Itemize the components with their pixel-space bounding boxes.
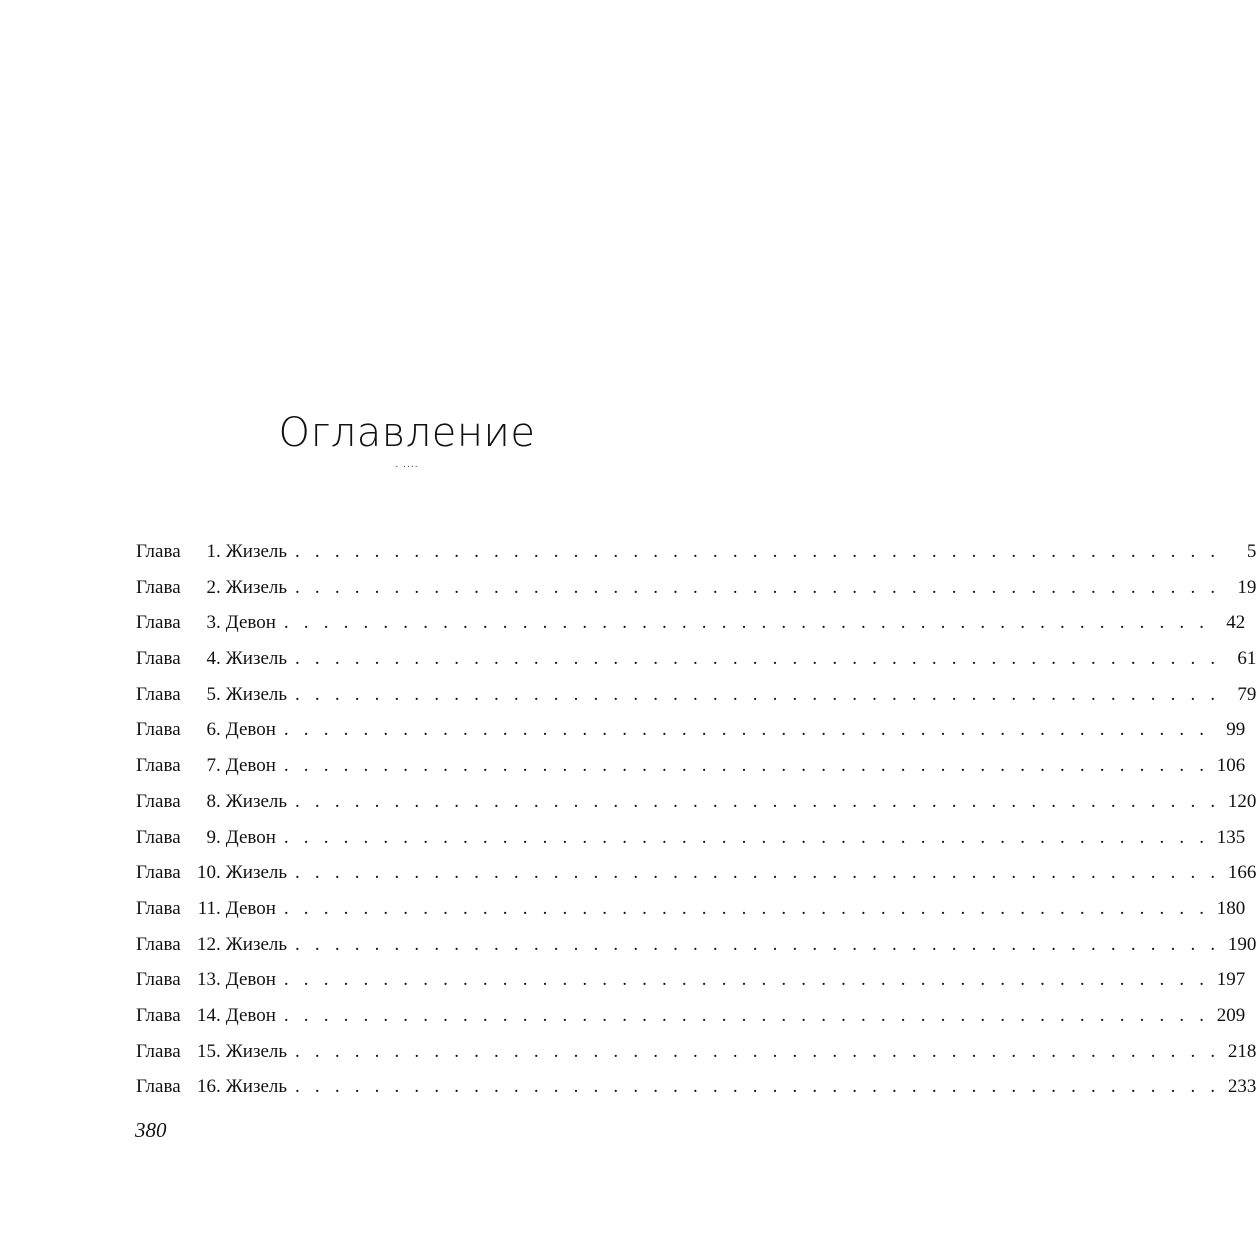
page-number: 166 [1227, 862, 1256, 884]
toc-entry[interactable]: Глава 13 . Девон . . . . . . . . . . . . . . . . . . . . . . . . . . . . . . . . . . . . . . . . . . . . . . . 197 [136, 962, 680, 998]
chapter-name: Девон [225, 897, 276, 919]
page-number: 42 [1226, 612, 1246, 634]
page-number: 61 [1237, 648, 1256, 670]
chapter-word: Глава [136, 1076, 181, 1098]
chapter-word: Глава [136, 755, 181, 777]
page-number: 233 [1227, 1076, 1256, 1098]
toc-entry[interactable]: Глава 6 . Девон . . . . . . . . . . . . . . . . . . . . . . . . . . . . . . . . . . . . . . . . . . . . . . . 99 [136, 712, 680, 748]
page-number: 19 [1237, 576, 1256, 598]
chapter-name: Жизель [225, 933, 288, 955]
chapter-name: Девон [225, 826, 276, 848]
chapter-number: 14 [197, 1004, 216, 1026]
chapter-name: Жизель [225, 790, 288, 812]
chapter-number: 5 [206, 683, 216, 705]
toc-entry[interactable]: Глава 11 . Девон . . . . . . . . . . . . . . . . . . . . . . . . . . . . . . . . . . . . . . . . . . . . . . . 180 [136, 891, 680, 927]
chapter-word: Глава [136, 1040, 181, 1062]
chapter-number: 15 [197, 1040, 216, 1062]
chapter-number: 7 [206, 755, 216, 777]
chapter-name: Жизель [225, 1076, 288, 1098]
dot-leader: . . . . . . . . . . . . . . . . . . . . . . . . . . . . . . . . . . . . . . . . . . . . . . . [295, 790, 1221, 812]
table-of-contents [136, 534, 1256, 1105]
chapter-number: 1 [206, 541, 216, 562]
chapter-name: Жизель [225, 1040, 288, 1062]
title-ornament: . .... [395, 460, 419, 470]
chapter-word: Глава [136, 719, 181, 741]
chapter-number: 2 [206, 576, 216, 598]
chapter-number: 6 [206, 719, 216, 741]
page-number: 180 [1216, 897, 1246, 919]
toc-entry[interactable]: Глава 7 . Девон . . . . . . . . . . . . . . . . . . . . . . . . . . . . . . . . . . . . . . . . . . . . . . . 106 [136, 748, 680, 784]
toc-entry[interactable]: Глава 12 . Жизель . . . . . . . . . . . . . . . . . . . . . . . . . . . . . . . . . . . . . . . . . . . . . . . 190 [136, 927, 680, 963]
chapter-number: 13 [197, 969, 216, 991]
dot-leader: . . . . . . . . . . . . . . . . . . . . . . . . . . . . . . . . . . . . . . . . . . . . . . . [283, 612, 1210, 634]
chapter-word: Глава [136, 541, 181, 562]
toc-entry[interactable]: Глава 15 . Жизель . . . . . . . . . . . . . . . . . . . . . . . . . . . . . . . . . . . . . . . . . . . . . . . 218 [136, 1034, 680, 1070]
dot-leader: . . . . . . . . . . . . . . . . . . . . . . . . . . . . . . . . . . . . . . . . . . . . . . . [283, 897, 1210, 919]
dot-leader: . . . . . . . . . . . . . . . . . . . . . . . . . . . . . . . . . . . . . . . . . . . . . . . [283, 1004, 1210, 1026]
toc-entry[interactable]: Глава 4 . Жизель . . . . . . . . . . . . . . . . . . . . . . . . . . . . . . . . . . . . . . . . . . . . . . . 61 [136, 641, 680, 677]
chapter-word: Глава [136, 933, 181, 955]
dot-leader: . . . . . . . . . . . . . . . . . . . . . . . . . . . . . . . . . . . . . . . . . . . . . . . [283, 719, 1210, 741]
page-number: 209 [1216, 1004, 1246, 1026]
dot-leader: . . . . . . . . . . . . . . . . . . . . . . . . . . . . . . . . . . . . . . . . . . . . . . . [295, 648, 1221, 670]
toc-entry[interactable]: Глава 8 . Жизель . . . . . . . . . . . . . . . . . . . . . . . . . . . . . . . . . . . . . . . . . . . . . . . 120 [136, 784, 680, 820]
dot-leader: . . . . . . . . . . . . . . . . . . . . . . . . . . . . . . . . . . . . . . . . . . . . . . . [295, 541, 1221, 562]
chapter-name: Жизель [225, 683, 288, 705]
chapter-word: Глава [136, 826, 181, 848]
page-number: 120 [1227, 790, 1256, 812]
chapter-word: Глава [136, 969, 181, 991]
dot-leader: . . . . . . . . . . . . . . . . . . . . . . . . . . . . . . . . . . . . . . . . . . . . . . . [295, 1040, 1221, 1062]
toc-entry[interactable]: Глава 10 . Жизель . . . . . . . . . . . . . . . . . . . . . . . . . . . . . . . . . . . . . . . . . . . . . . . 166 [136, 855, 680, 891]
chapter-name: Девон [225, 1004, 276, 1026]
page-number: 135 [1216, 826, 1246, 848]
dot-leader: . . . . . . . . . . . . . . . . . . . . . . . . . . . . . . . . . . . . . . . . . . . . . . . [283, 826, 1210, 848]
page-number: 99 [1226, 719, 1246, 741]
toc-entry[interactable]: Глава 1 . Жизель . . . . . . . . . . . . . . . . . . . . . . . . . . . . . . . . . . . . . . . . . . . . . . . 5 [136, 534, 680, 570]
chapter-name: Девон [225, 969, 276, 991]
chapter-number: 9 [206, 826, 216, 848]
chapter-word: Глава [136, 683, 181, 705]
chapter-name: Жизель [225, 541, 288, 562]
chapter-name: Жизель [225, 576, 288, 598]
chapter-number: 10 [197, 862, 216, 884]
dot-leader: . . . . . . . . . . . . . . . . . . . . . . . . . . . . . . . . . . . . . . . . . . . . . . . [295, 933, 1221, 955]
page-number: 218 [1227, 1040, 1256, 1062]
toc-entry[interactable]: Глава 16 . Жизель . . . . . . . . . . . . . . . . . . . . . . . . . . . . . . . . . . . . . . . . . . . . . . . 233 [136, 1069, 680, 1105]
toc-entry[interactable]: Глава 3 . Девон . . . . . . . . . . . . . . . . . . . . . . . . . . . . . . . . . . . . . . . . . . . . . . . 42 [136, 605, 680, 641]
chapter-name: Девон [225, 612, 276, 634]
chapter-name: Девон [225, 719, 276, 741]
page-number: 190 [1227, 933, 1256, 955]
page-title: Оглавление [278, 410, 536, 456]
page-folio-number: 380 [135, 1118, 167, 1142]
page-number: 5 [1246, 541, 1256, 562]
dot-leader: . . . . . . . . . . . . . . . . . . . . . . . . . . . . . . . . . . . . . . . . . . . . . . . [295, 1076, 1221, 1098]
chapter-number: 11 [197, 897, 216, 919]
chapter-word: Глава [136, 790, 181, 812]
page-number: 106 [1216, 755, 1246, 777]
dot-leader: . . . . . . . . . . . . . . . . . . . . . . . . . . . . . . . . . . . . . . . . . . . . . . . [295, 862, 1221, 884]
dot-leader: . . . . . . . . . . . . . . . . . . . . . . . . . . . . . . . . . . . . . . . . . . . . . . . [295, 576, 1221, 598]
chapter-number: 8 [206, 790, 216, 812]
page-number: 197 [1216, 969, 1246, 991]
chapter-name: Жизель [225, 862, 288, 884]
page-number: 79 [1237, 683, 1256, 705]
toc-entry[interactable]: Глава 9 . Девон . . . . . . . . . . . . . . . . . . . . . . . . . . . . . . . . . . . . . . . . . . . . . . . 135 [136, 820, 680, 856]
chapter-word: Глава [136, 648, 181, 670]
chapter-word: Глава [136, 576, 181, 598]
chapter-number: 4 [206, 648, 216, 670]
chapter-word: Глава [136, 862, 181, 884]
chapter-word: Глава [136, 612, 181, 634]
dot-leader: . . . . . . . . . . . . . . . . . . . . . . . . . . . . . . . . . . . . . . . . . . . . . . . [283, 755, 1210, 777]
toc-entry[interactable]: Глава 2 . Жизель . . . . . . . . . . . . . . . . . . . . . . . . . . . . . . . . . . . . . . . . . . . . . . . 19 [136, 570, 680, 606]
chapter-number: 16 [197, 1076, 216, 1098]
chapter-number: 3 [206, 612, 216, 634]
dot-leader: . . . . . . . . . . . . . . . . . . . . . . . . . . . . . . . . . . . . . . . . . . . . . . . [295, 683, 1221, 705]
toc-entry[interactable]: Глава 14 . Девон . . . . . . . . . . . . . . . . . . . . . . . . . . . . . . . . . . . . . . . . . . . . . . . 209 [136, 998, 680, 1034]
chapter-name: Жизель [225, 648, 288, 670]
chapter-name: Девон [225, 755, 276, 777]
toc-entry[interactable]: Глава 5 . Жизель . . . . . . . . . . . . . . . . . . . . . . . . . . . . . . . . . . . . . . . . . . . . . . . 79 [136, 677, 680, 713]
chapter-word: Глава [136, 897, 181, 919]
chapter-number: 12 [197, 933, 216, 955]
chapter-word: Глава [136, 1004, 181, 1026]
dot-leader: . . . . . . . . . . . . . . . . . . . . . . . . . . . . . . . . . . . . . . . . . . . . . . . [283, 969, 1210, 991]
